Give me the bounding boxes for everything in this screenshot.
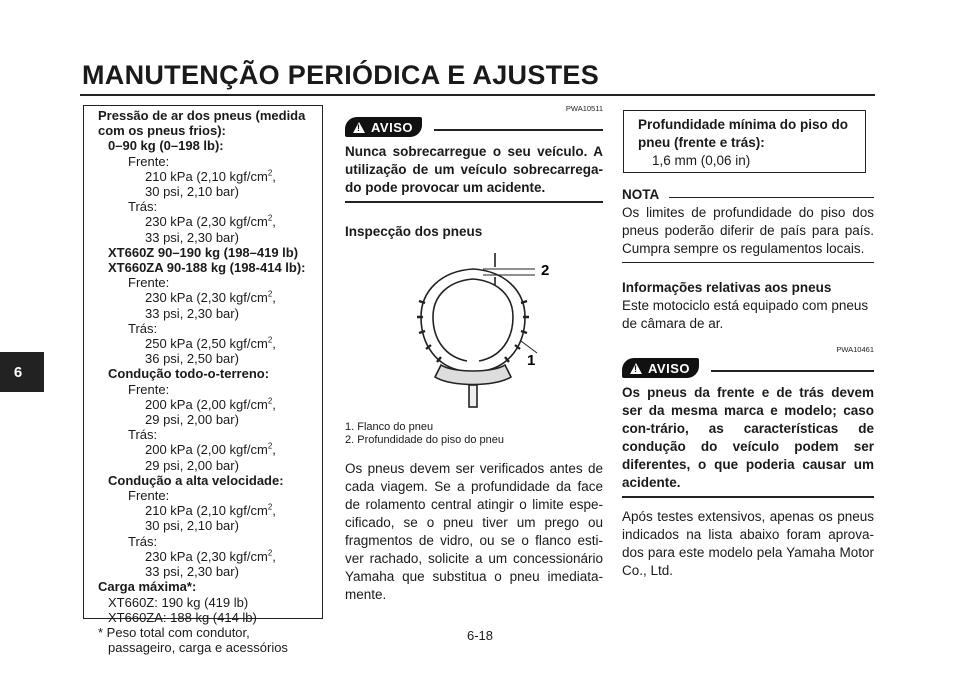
nota-label: NOTA bbox=[622, 187, 660, 202]
pressure-line: Condução todo-o-terreno: bbox=[108, 366, 270, 382]
pressure-line: 200 kPa (2,00 kgf/$cm^2$, bbox=[145, 442, 276, 458]
pressure-line: * Peso total com condutor, bbox=[98, 624, 250, 640]
pressure-line: 30 psi, 2,10 bar) bbox=[145, 518, 239, 534]
aviso-badge bbox=[345, 117, 422, 137]
header-rule bbox=[80, 94, 875, 96]
pressure-line: Trás: bbox=[128, 427, 158, 443]
middle-column bbox=[345, 104, 603, 604]
warning-end-rule bbox=[345, 201, 603, 203]
caption-2: 2. Profundidade do piso do pneu bbox=[345, 434, 505, 446]
nota-end-rule bbox=[622, 262, 874, 263]
pressure-line: 36 psi, 2,50 bar) bbox=[145, 351, 239, 367]
pressure-line: XT660Z 90–190 kg (198–419 lb) bbox=[108, 244, 299, 260]
pressure-line: Carga máxima*: bbox=[98, 579, 197, 595]
pressure-line: 30 psi, 2,10 bar) bbox=[145, 184, 239, 200]
aviso-label-2: AVISO bbox=[648, 360, 690, 376]
pressure-line: XT660ZA: 188 kg (414 lb) bbox=[108, 609, 257, 625]
tread-box-value: 1,6 mm (0,06 in) bbox=[652, 153, 751, 168]
nota-rule bbox=[669, 197, 874, 198]
info-title: Informações relativas aos pneus bbox=[622, 280, 832, 295]
warning-text-2: Os pneus da frente e de trás devem ser da mesma marca e modelo; caso con-trário, as características de condução do veículo podem ser diferentes, o que poderia causar um acidente. bbox=[622, 385, 874, 490]
pressure-line: Frente: bbox=[128, 275, 170, 291]
pressure-line: 210 kPa (2,10 kgf/$cm^2$, bbox=[145, 502, 276, 519]
rim bbox=[435, 365, 511, 385]
info-text: Este motociclo está equipado com pneus de câmara de ar. bbox=[622, 298, 869, 331]
pressure-line: 230 kPa (2,30 kgf/$cm^2$, bbox=[145, 548, 276, 564]
pressure-line: 29 psi, 2,00 bar) bbox=[145, 457, 239, 473]
valve bbox=[469, 385, 477, 407]
warning-text: Nunca sobrecarregue o seu veículo. A utilização de um veículo sobrecarrega-do pode provocar um acidente. bbox=[345, 144, 603, 195]
tire-outline bbox=[421, 269, 525, 371]
chapter-tab bbox=[0, 352, 44, 392]
figure-label-2: 2 bbox=[541, 261, 550, 279]
pressure-line: 33 psi, 2,30 bar) bbox=[145, 564, 239, 580]
pressure-line: Trás: bbox=[128, 533, 158, 549]
chapter-tab-label: 6 bbox=[13, 363, 23, 381]
aviso-label: AVISO bbox=[371, 119, 413, 135]
body-text: Os pneus devem ser verificados antes de cada viagem. Se a profundidade da face de rolamento central atingir o limite espe-cificado, se o pneu tiver um prego ou fragmentos de vidro, ou se o flanco esti-ver rachado, solicite a um concessionário Yamaha que substitua o pneu imediata-mente. bbox=[345, 460, 603, 602]
pressure-line: 33 psi, 2,30 bar) bbox=[145, 229, 239, 245]
pressure-line: 200 kPa (2,00 kgf/$cm^2$, bbox=[145, 396, 276, 412]
pressure-line: Trás: bbox=[128, 320, 158, 336]
warning-header bbox=[345, 117, 603, 137]
pressure-line: Frente: bbox=[128, 488, 170, 504]
pressure-line: 210 kPa (2,10 kgf/$cm^2$, bbox=[145, 168, 276, 184]
page-title: MANUTENÇÃO PERIÓDICA E AJUSTES bbox=[82, 60, 600, 90]
pressure-line: XT660Z: 190 kg (419 lb) bbox=[108, 594, 249, 610]
pressure-line: Frente: bbox=[128, 381, 170, 397]
pressure-line: Condução a alta velocidade: bbox=[108, 472, 284, 488]
tire-pressure-box bbox=[83, 105, 323, 656]
pressure-line: com os pneus frios): bbox=[98, 123, 226, 139]
pressure-line: 0–90 kg (0–198 lb): bbox=[108, 138, 224, 154]
warning-code: PWA10511 bbox=[565, 104, 603, 113]
right-column bbox=[622, 186, 874, 580]
warning-rule-2 bbox=[711, 370, 874, 372]
warning-code-2: PWA10461 bbox=[836, 345, 874, 354]
pressure-line: Trás: bbox=[128, 199, 158, 215]
pressure-line: passageiro, carga e acessórios bbox=[108, 640, 288, 656]
tire-cross-section-figure bbox=[345, 245, 603, 421]
warning-triangle-icon bbox=[353, 122, 365, 133]
pressure-line: XT660ZA 90-188 kg (198-414 lb): bbox=[108, 260, 306, 276]
aviso-badge-2 bbox=[622, 358, 699, 378]
pressure-line: Frente: bbox=[128, 153, 170, 169]
nota-header bbox=[622, 186, 874, 204]
nota-text: Os limites de profundidade do piso dos pneus poderão diferir de país para país. Cumpra sempre os regulamentos locais. bbox=[622, 205, 874, 256]
pressure-line: 33 psi, 2,30 bar) bbox=[145, 305, 239, 321]
tread-depth-box bbox=[623, 110, 866, 173]
caption-1: 1. Flanco do pneu bbox=[345, 420, 434, 433]
pressure-line: 230 kPa (2,30 kgf/$cm^2$, bbox=[145, 290, 276, 306]
tire-inner bbox=[433, 279, 513, 361]
section-title: Inspecção dos pneus bbox=[345, 223, 483, 239]
pressure-line: Pressão de ar dos pneus (medida bbox=[98, 108, 306, 123]
page-number: 6-18 bbox=[466, 628, 494, 643]
pressure-line: 230 kPa (2,30 kgf/$cm^2$, bbox=[145, 214, 276, 230]
figure-label-1: 1 bbox=[527, 351, 536, 369]
tread-box-title-2: pneu (frente e trás): bbox=[638, 135, 765, 150]
warning-rule bbox=[434, 129, 603, 131]
tread-box-title-1: Profundidade mínima do piso do bbox=[638, 117, 849, 132]
warning-header-2 bbox=[622, 358, 874, 378]
approved-tires-text: Após testes extensivos, apenas os pneus indicados na lista abaixo foram aprova-dos para este modelo pela Yamaha Motor Co., Ltd. bbox=[622, 508, 874, 578]
warning-triangle-icon bbox=[630, 363, 642, 374]
warning-end-rule-2 bbox=[622, 496, 874, 498]
pressure-line: 250 kPa (2,50 kgf/$cm^2$, bbox=[145, 335, 276, 352]
pressure-line: 29 psi, 2,00 bar) bbox=[145, 412, 239, 428]
